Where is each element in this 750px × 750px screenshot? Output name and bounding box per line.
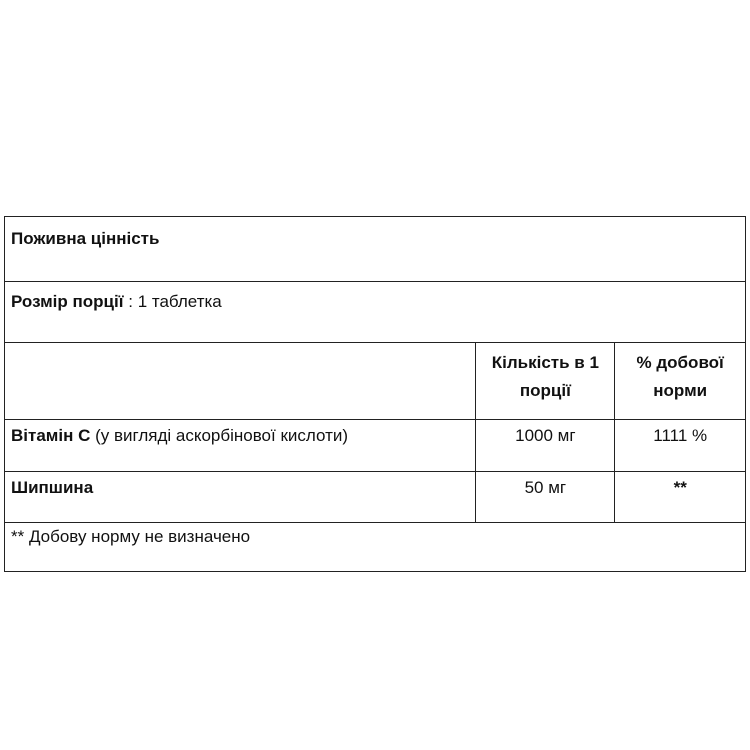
nutrient-amount: 1000 мг <box>476 420 615 472</box>
header-amount: Кількість в 1 порції <box>476 343 615 420</box>
table-row <box>5 420 746 472</box>
nutrient-name-cell <box>5 472 476 523</box>
serving-size-cell <box>5 282 746 343</box>
nutrient-daily-value: ** <box>615 472 746 523</box>
footnote: ** Добову норму не визначено <box>5 523 746 572</box>
nutrient-name: Вітамін С <box>11 426 91 445</box>
serving-size-label: Розмір порції <box>11 292 124 311</box>
table-title: Поживна цінність <box>5 217 746 282</box>
serving-size-separator: : <box>123 292 138 311</box>
footnote-row <box>5 523 746 572</box>
nutrient-amount: 50 мг <box>476 472 615 523</box>
nutrient-daily-value: 1111 % <box>615 420 746 472</box>
nutrient-name-cell <box>5 420 476 472</box>
serving-size-value: 1 таблетка <box>137 292 222 311</box>
column-header-row <box>5 343 746 420</box>
nutrient-detail: (у вигляді аскорбінової кислоти) <box>90 426 349 445</box>
header-daily-value: % добової норми <box>615 343 746 420</box>
header-empty-cell <box>5 343 476 420</box>
nutrition-facts-table <box>4 216 746 572</box>
serving-size-row <box>5 282 746 343</box>
title-row <box>5 217 746 282</box>
table-row <box>5 472 746 523</box>
nutrient-name: Шипшина <box>11 478 94 497</box>
